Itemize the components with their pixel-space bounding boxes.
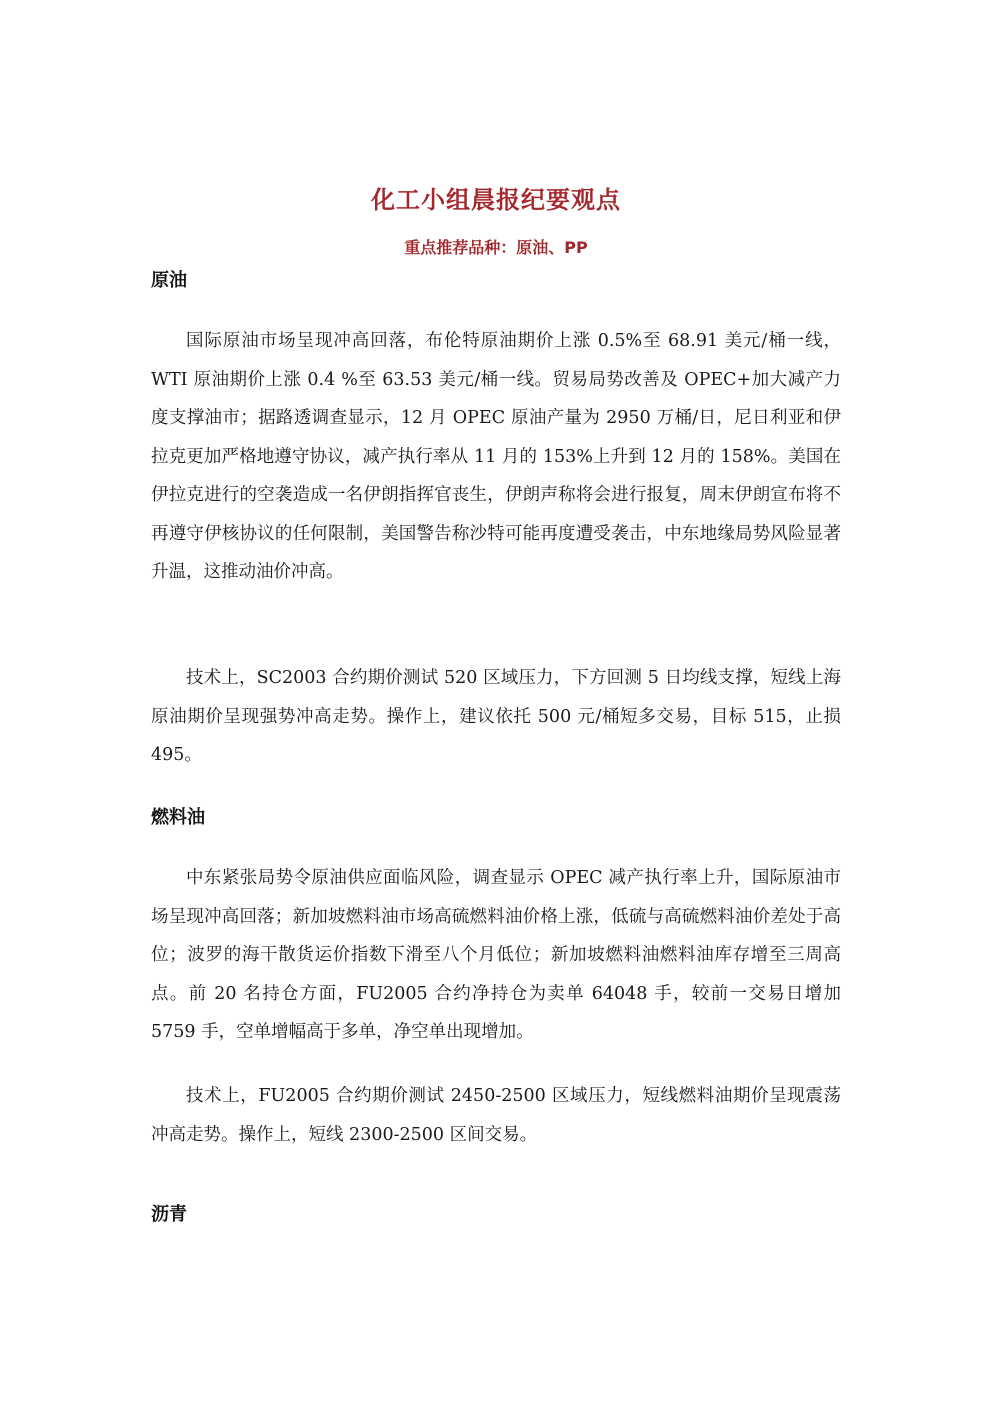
fuel-oil-paragraph-1: 中东紧张局势令原油供应面临风险，调查显示 OPEC 减产执行率上升，国际原油市场呈现冲高回落；新加坡燃料油市场高硫燃料油价格上涨，低硫与高硫燃料油价差处于高位；波罗的海干散货运价指数下滑至八个月低位；新加坡燃料油燃料油库存增至三周高点。前 20 名持仓方面，FU2005 合约净持仓为卖单 64048 手，较前一交易日增加 5759 手，空单增幅高于多单，净空单出现增加。 [151,868,841,1042]
section-heading-crude-oil: 原油 [151,270,187,291]
section-heading-fuel-oil: 燃料油 [151,807,205,828]
page-title: 化工小组晨报纪要观点 [371,186,621,214]
section-heading-asphalt: 沥青 [151,1204,187,1225]
crude-oil-paragraph-1: 国际原油市场呈现冲高回落，布伦特原油期价上涨 0.5%至 68.91 美元/桶一线，WTI 原油期价上涨 0.4 %至 63.53 美元/桶一线。贸易局势改善及 OPEC+加大减产力度支撑油市；据路透调查显示，12 月 OPEC 原油产量为 2950 万桶/日，尼日利亚和伊拉克更加严格地遵守协议，减产执行率从 11 月的 153%上升到 12 月的 158%。美国在伊拉克进行的空袭造成一名伊朗指挥官丧生，伊朗声称将会进行报复，周末伊朗宣布将不再遵守伊核协议的任何限制，美国警告称沙特可能再度遭受袭击，中东地缘局势风险显著升温，这推动油价冲高。 [151,331,841,582]
fuel-oil-paragraph-2: 技术上，FU2005 合约期价测试 2450-2500 区域压力，短线燃料油期价呈现震荡冲高走势。操作上，短线 2300-2500 区间交易。 [151,1086,841,1145]
crude-oil-paragraph-2: 技术上，SC2003 合约期价测试 520 区域压力，下方回测 5 日均线支撑，短线上海原油期价呈现强势冲高走势。操作上，建议依托 500 元/桶短多交易，目标 515，止损 495。 [151,668,841,765]
page-subtitle: 重点推荐品种：原油、PP [404,238,588,257]
